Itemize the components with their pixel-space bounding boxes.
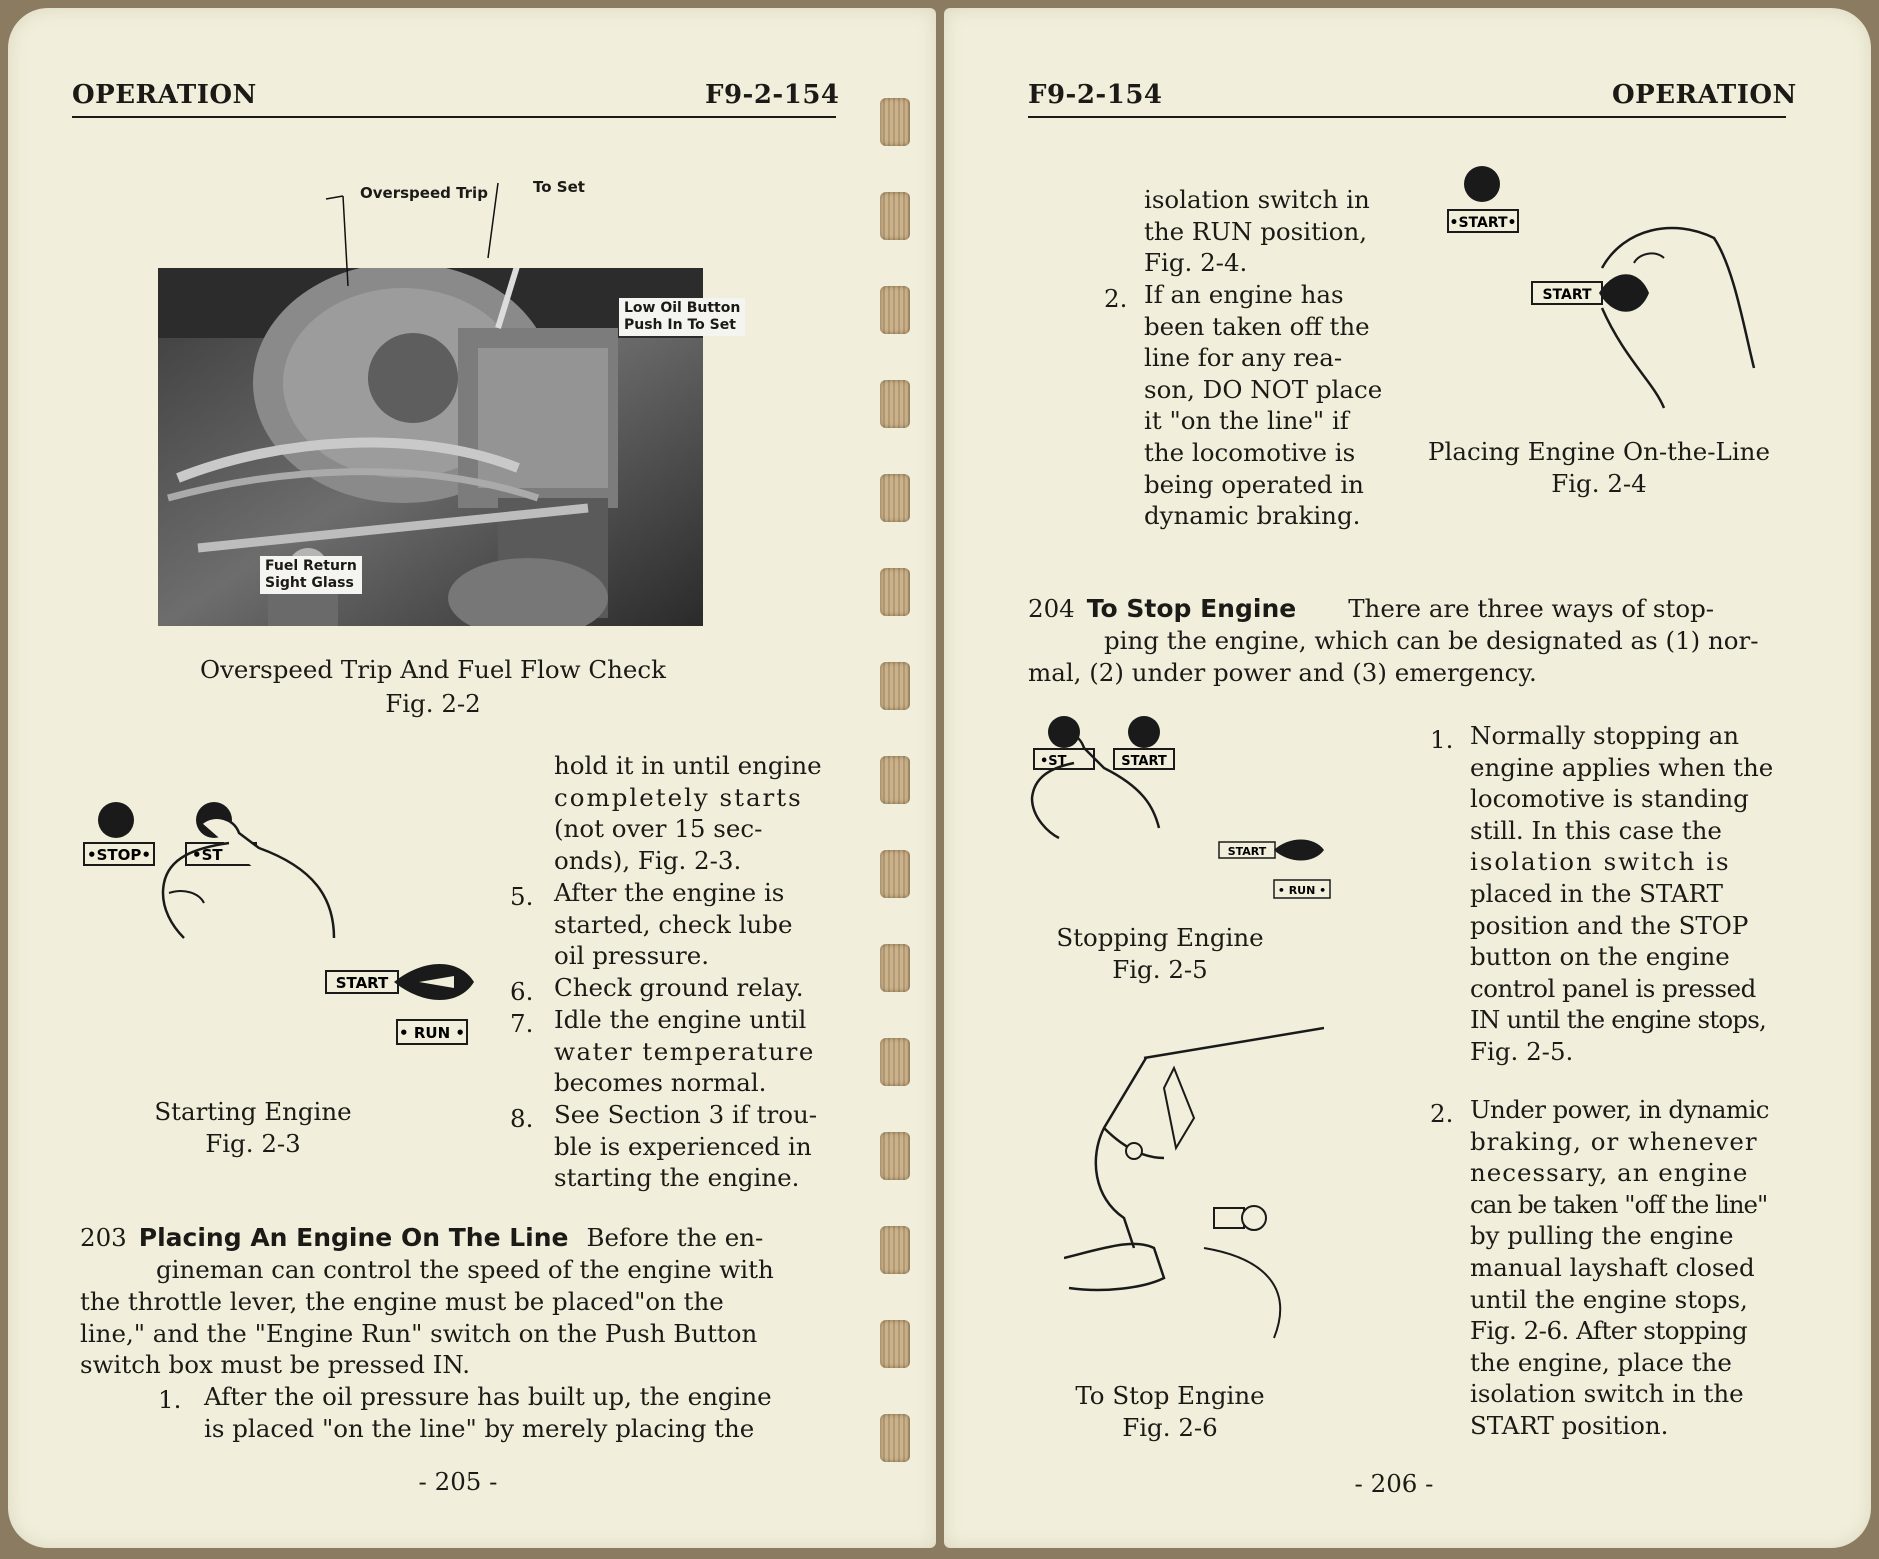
section-204-number: 204 [1028,594,1075,623]
run-label: • RUN • [1277,884,1327,897]
callout-fuel-line1: Fuel Return [265,558,357,574]
section-203-line-2: gineman can control the speed of the engine with [156,1255,774,1284]
cont-line-2: the RUN position, [1144,216,1368,246]
stop-item-2-line-4: can be taken "off the line" [1470,1189,1768,1219]
stop-item-1-line-4: still. In this case the [1470,815,1722,845]
step-8-line-2: ble is experienced in [554,1131,812,1161]
step-7-number: 7. [510,1009,534,1038]
stop-item-1-line-6: placed in the START [1470,878,1723,908]
step-6-number: 6. [510,977,534,1006]
step-2-line-3: line for any rea- [1144,343,1343,373]
stop-item-1-line-2: engine applies when the [1470,752,1774,782]
step-2-line-1: If an engine has [1144,280,1344,309]
stop-button-partial-label: •ST [1040,754,1067,769]
stop-item-2-line-8: Fig. 2-6. After stopping [1470,1316,1748,1346]
section-203-item-1-line-2: is placed "on the line" by merely placing the [204,1413,755,1443]
stop-item-1-number: 1. [1430,725,1454,754]
fig-2-4-caption: Placing Engine On-the-Line [1428,437,1770,466]
stop-item-2-line-5: by pulling the engine [1470,1221,1734,1251]
section-203-text-1: Before the en- [586,1223,764,1252]
right-header-rule [1028,116,1786,118]
stop-item-2-line-10: isolation switch in the [1470,1379,1744,1409]
left-header-title: OPERATION [72,80,257,110]
starting-engine-illustration [74,788,494,1058]
start-button-partial-label: •ST [192,846,223,864]
stop-item-2-line-6: manual layshaft closed [1470,1252,1755,1282]
cont-line-1: isolation switch in [1144,185,1370,214]
stop-item-1-line-9: control panel is pressed [1470,973,1756,1003]
stop-item-1-line-1: Normally stopping an [1470,721,1740,750]
section-204-line-3: mal, (2) under power and (3) emergency. [1028,658,1537,687]
section-204 [1028,593,1788,625]
stop-item-1-line-3: locomotive is standing [1470,784,1749,814]
stop-item-1-line-10: IN until the engine stops, [1470,1005,1766,1035]
step-7-text [554,1004,844,1099]
step-8-line-3: starting the engine. [554,1163,800,1193]
stop-item-2-number: 2. [1430,1099,1454,1128]
step-5-text [554,877,844,972]
section-204-text-1: There are three ways of stop- [1348,594,1715,623]
section-203-body [80,1286,840,1381]
stop-item-2-line-7: until the engine stops, [1470,1284,1748,1314]
step-5-number: 5. [510,882,534,911]
cont-line-2: completely starts [554,782,803,812]
right-header-title: OPERATION [1612,80,1797,110]
stop-item-1-line-11: Fig. 2-5. [1470,1036,1574,1066]
callout-low-oil-button [619,298,745,336]
step-5-line-2: started, check lube [554,909,793,939]
stop-item-1-line-7: position and the STOP [1470,910,1749,940]
left-page [8,8,936,1548]
step-7-line-1: Idle the engine until [554,1005,807,1034]
fig-2-6-caption: To Stop Engine [1075,1381,1265,1410]
start-switch-label: START [335,974,389,992]
fig-2-2-callouts [158,168,718,638]
stop-item-2-line-9: the engine, place the [1470,1347,1732,1377]
start-button-label: START [1121,754,1167,769]
stop-item-1-text [1470,720,1788,1068]
section-203-item-1 [204,1381,844,1444]
right-page [944,8,1871,1548]
step-2-number: 2. [1104,284,1128,313]
stop-item-1-line-5: isolation switch is [1470,847,1731,877]
stop-item-2-text [1470,1094,1788,1442]
left-page-number: - 205 - [418,1467,498,1496]
left-header-rule [72,116,836,118]
section-203-item-1-line-1: After the oil pressure has built up, the engine [204,1382,772,1411]
section-204-line-2: ping the engine, which can be designated as (1) nor- [1104,626,1759,655]
step-2-line-4: son, DO NOT place [1144,374,1383,404]
start-button-label: •START• [1449,215,1517,231]
step-7-line-3: becomes normal. [554,1068,767,1098]
right-header-doc-id: F9-2-154 [1028,80,1163,110]
callout-low-oil-line1: Low Oil Button [624,300,741,316]
fig-2-2-caption: Overspeed Trip And Fuel Flow Check [199,655,666,684]
step-6-text: Check ground relay. [554,973,804,1002]
step-2-line-6: the locomotive is [1144,437,1356,467]
layshaft-illustration [1064,1018,1324,1348]
section-203-line-5: switch box must be pressed IN. [80,1350,471,1380]
step-continued [1144,184,1399,279]
step-8-text [554,1099,844,1194]
section-203-line-4: line," and the "Engine Run" switch on the Push Button [80,1318,758,1348]
step-8-number: 8. [510,1104,534,1133]
step-2-text [1144,279,1399,532]
run-label: • RUN • [399,1024,465,1042]
stop-item-1-line-8: button on the engine [1470,942,1730,972]
section-203 [80,1222,840,1254]
placing-engine-illustration [1424,158,1784,418]
step-7-line-2: water temperature [554,1036,815,1066]
step-2-line-5: it "on the line" if [1144,406,1349,436]
callout-fuel-return [260,556,362,594]
fig-2-3-caption: Starting Engine [154,1097,352,1126]
cont-line-1: hold it in until engine [554,751,822,780]
step-5-line-3: oil pressure. [554,941,710,971]
right-page-number: - 206 - [1354,1469,1434,1498]
callout-fuel-line2: Sight Glass [265,575,354,591]
section-203-number: 203 [80,1223,127,1252]
callout-overspeed-trip: Overspeed Trip [360,184,488,202]
steps-continued [554,750,836,876]
fig-2-6-label: Fig. 2-6 [1122,1413,1218,1442]
step-2-line-8: dynamic braking. [1144,501,1361,531]
step-8-line-1: See Section 3 if trou- [554,1100,818,1129]
start-switch-label: START [1227,845,1267,858]
left-header-doc-id: F9-2-154 [705,80,840,110]
fig-2-5-caption: Stopping Engine [1056,923,1264,952]
section-203-item-1-number: 1. [158,1385,182,1414]
cont-line-3: Fig. 2-4. [1144,248,1248,278]
stopping-engine-illustration [1024,708,1354,908]
section-203-line-3: the throttle lever, the engine must be placed"on the [80,1287,724,1316]
fig-2-4-label: Fig. 2-4 [1551,469,1647,498]
start-switch-label: START [1542,287,1592,303]
section-204-title: To Stop Engine [1086,594,1297,623]
callout-to-set: To Set [533,178,585,196]
stop-item-2-line-11: START position. [1470,1410,1669,1440]
stop-button-label: •STOP• [87,846,151,864]
step-5-line-1: After the engine is [554,878,785,907]
stop-item-2-line-2: braking, or whenever [1470,1126,1758,1156]
cont-line-3: (not over 15 sec- [554,814,763,844]
cont-line-4: onds), Fig. 2-3. [554,845,742,875]
fig-2-3-label: Fig. 2-3 [205,1129,301,1158]
callout-low-oil-line2: Push In To Set [624,317,736,333]
fig-2-2-label: Fig. 2-2 [385,689,481,718]
fig-2-5-label: Fig. 2-5 [1112,955,1208,984]
section-203-title: Placing An Engine On The Line [138,1223,569,1252]
stop-item-2-line-1: Under power, in dynamic [1470,1095,1769,1124]
stop-item-2-line-3: necessary, an engine [1470,1158,1749,1188]
step-2-line-7: being operated in [1144,469,1364,499]
step-2-line-2: been taken off the [1144,311,1370,341]
